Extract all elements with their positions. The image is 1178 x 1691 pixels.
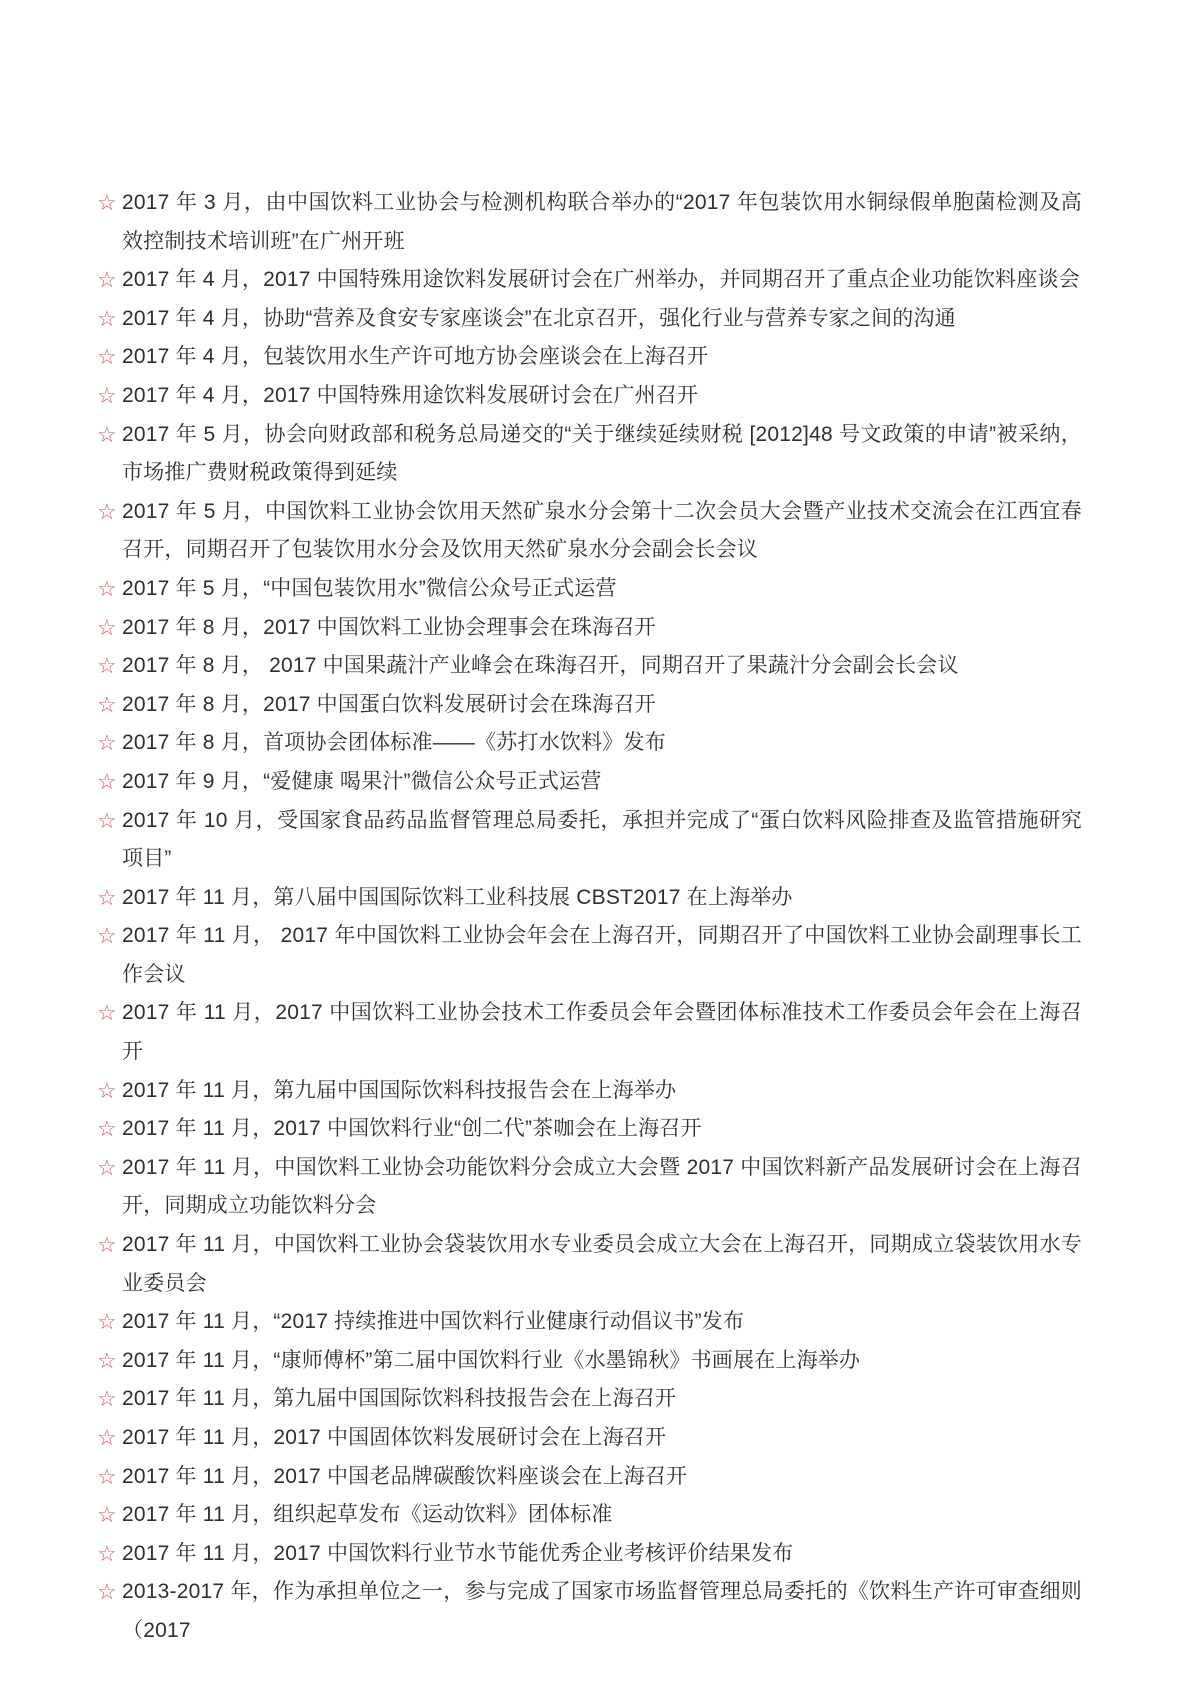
list-item xyxy=(98,994,1082,1071)
star-bullet-icon: ☆ xyxy=(97,1540,117,1566)
star-bullet-icon: ☆ xyxy=(97,1425,117,1450)
list-item xyxy=(98,1380,1082,1419)
list-item xyxy=(98,416,1082,493)
star-bullet-icon: ☆ xyxy=(97,1502,117,1528)
list-item xyxy=(98,377,1082,416)
list-item-text: 2017 年 11 月，第八届中国国际饮料工业科技展 CBST2017 在上海举办 xyxy=(122,885,793,909)
star-bullet-icon: ☆ xyxy=(97,190,117,215)
list-item-text: 2017 年 3 月，由中国饮料工业协会与检测机构联合举办的“2017 年包装饮用水铜绿假单胞菌检测及高效控制技术培训班”在广州开班 xyxy=(122,191,1082,253)
star-bullet-icon: ☆ xyxy=(97,1000,117,1026)
list-item-text: 2017 年 11 月， 2017 年中国饮料工业协会年会在上海召开，同期召开了中国饮料工业协会副理事长工作会议 xyxy=(122,924,1082,986)
list-item-text: 2017 年 11 月，中国饮料工业协会功能饮料分会成立大会暨 2017 中国饮料新产品发展研讨会在上海召开，同期成立功能饮料分会 xyxy=(122,1155,1082,1218)
list-item-text: 2017 年 4 月，2017 中国特殊用途饮料发展研讨会在广州举办，并同期召开了重点企业功能饮料座谈会 xyxy=(122,268,1080,292)
list-item-text: 2013-2017 年，作为承担单位之一，参与完成了国家市场监督管理总局委托的《饮料生产许可审查细则（2017 xyxy=(122,1580,1082,1642)
list-item-text: 2017 年 4 月，包装饮用水生产许可地方协会座谈会在上海召开 xyxy=(122,345,709,369)
list-item-text: 2017 年 8 月，2017 中国饮料工业协会理事会在珠海召开 xyxy=(122,615,656,639)
star-bullet-icon: ☆ xyxy=(97,730,117,756)
list-item-text: 2017 年 8 月，2017 中国蛋白饮料发展研讨会在珠海召开 xyxy=(122,692,656,716)
list-item-text: 2017 年 10 月，受国家食品药品监督管理总局委托，承担并完成了“蛋白饮料风险排查及监管措施研究项目” xyxy=(122,808,1082,871)
list-item xyxy=(98,1072,1082,1111)
list-item xyxy=(98,917,1082,994)
list-item xyxy=(98,1419,1082,1458)
list-item-text: 2017 年 11 月，2017 中国饮料工业协会技术工作委员会年会暨团体标准技术工作委员会年会在上海召开 xyxy=(122,1001,1082,1064)
star-bullet-icon: ☆ xyxy=(97,1154,117,1180)
star-bullet-icon: ☆ xyxy=(97,305,117,331)
star-bullet-icon: ☆ xyxy=(97,575,117,601)
list-item xyxy=(98,1303,1082,1342)
list-item xyxy=(98,1535,1082,1574)
list-item-text: 2017 年 11 月，2017 中国饮料行业节水节能优秀企业考核评价结果发布 xyxy=(122,1541,794,1565)
list-item-text: 2017 年 11 月，第九届中国国际饮料科技报告会在上海召开 xyxy=(122,1387,677,1411)
list-item-text: 2017 年 5 月，中国饮料工业协会饮用天然矿泉水分会第十二次会员大会暨产业技术交流会在江西宜春召开，同期召开了包装饮用水分会及饮用天然矿泉水分会副会长会议 xyxy=(122,499,1082,562)
list-item xyxy=(98,1110,1082,1149)
list-item xyxy=(98,724,1082,763)
list-item-text: 2017 年 9 月，“爱健康 喝果汁”微信公众号正式运营 xyxy=(122,769,602,793)
list-item xyxy=(98,300,1082,339)
star-bullet-icon: ☆ xyxy=(97,614,117,640)
star-bullet-icon: ☆ xyxy=(97,1116,117,1142)
list-item-text: 2017 年 8 月，首项协会团体标准——《苏打水饮料》发布 xyxy=(122,731,666,755)
list-item xyxy=(98,609,1082,648)
list-item-text: 2017 年 11 月，组织起草发布《运动饮料》团体标准 xyxy=(122,1503,613,1527)
star-bullet-icon: ☆ xyxy=(97,498,117,524)
list-item xyxy=(98,763,1082,802)
star-bullet-icon: ☆ xyxy=(97,382,117,408)
list-item-text: 2017 年 11 月，中国饮料工业协会袋装饮用水专业委员会成立大会在上海召开，同期成立袋装饮用水专业委员会 xyxy=(122,1233,1082,1295)
list-item-text: 2017 年 5 月，协会向财政部和税务总局递交的“关于继续延续财税 [2012]48 号文政策的申请”被采纳，市场推广费财税政策得到延续 xyxy=(122,422,1082,485)
star-bullet-icon: ☆ xyxy=(97,1463,117,1489)
list-item xyxy=(98,493,1082,570)
list-item xyxy=(98,1573,1082,1650)
list-item xyxy=(98,802,1082,879)
star-bullet-icon: ☆ xyxy=(97,884,117,910)
list-item xyxy=(98,261,1082,300)
list-item-text: 2017 年 11 月，“2017 持续推进中国饮料行业健康行动倡议书”发布 xyxy=(122,1310,745,1334)
star-bullet-icon: ☆ xyxy=(97,267,117,293)
list-item-text: 2017 年 4 月，协助“营养及食安专家座谈会”在北京召开，强化行业与营养专家之间的沟通 xyxy=(122,306,956,330)
list-item xyxy=(98,879,1082,918)
list-item-text: 2017 年 11 月，2017 中国饮料行业“创二代”茶咖会在上海召开 xyxy=(122,1117,702,1141)
star-bullet-icon: ☆ xyxy=(97,1347,117,1373)
list-item-text: 2017 年 11 月，“康师傅杯”第二届中国饮料行业《水墨锦秋》书画展在上海举办 xyxy=(122,1348,861,1372)
list-item xyxy=(98,686,1082,725)
star-bullet-icon: ☆ xyxy=(97,421,117,447)
star-bullet-icon: ☆ xyxy=(97,1386,117,1412)
list-item-text: 2017 年 5 月，“中国包装饮用水”微信公众号正式运营 xyxy=(122,576,617,600)
star-bullet-icon: ☆ xyxy=(97,1579,117,1605)
list-item xyxy=(98,1458,1082,1497)
list-item-text: 2017 年 8 月， 2017 中国果蔬汁产业峰会在珠海召开，同期召开了果蔬汁分会副会长会议 xyxy=(122,654,959,678)
list-item-text: 2017 年 11 月，2017 中国固体饮料发展研讨会在上海召开 xyxy=(122,1426,667,1449)
star-bullet-icon: ☆ xyxy=(97,923,117,949)
star-bullet-icon: ☆ xyxy=(97,768,117,794)
list-item-text: 2017 年 4 月，2017 中国特殊用途饮料发展研讨会在广州召开 xyxy=(122,383,699,407)
star-bullet-icon: ☆ xyxy=(97,653,117,679)
list-item xyxy=(98,1496,1082,1535)
star-bullet-icon: ☆ xyxy=(97,807,117,833)
star-bullet-icon: ☆ xyxy=(97,1077,117,1103)
star-bullet-icon: ☆ xyxy=(97,344,117,370)
list-item xyxy=(98,1149,1082,1226)
list-item xyxy=(98,338,1082,377)
star-bullet-icon: ☆ xyxy=(97,1232,117,1258)
star-bullet-icon: ☆ xyxy=(97,691,117,717)
event-list xyxy=(98,184,1082,1651)
list-item xyxy=(98,184,1082,261)
list-item xyxy=(98,647,1082,686)
list-item xyxy=(98,1342,1082,1381)
list-item-text: 2017 年 11 月，第九届中国国际饮料科技报告会在上海举办 xyxy=(122,1078,677,1102)
star-bullet-icon: ☆ xyxy=(97,1309,117,1335)
list-item-text: 2017 年 11 月，2017 中国老品牌碳酸饮料座谈会在上海召开 xyxy=(122,1464,688,1488)
list-item xyxy=(98,570,1082,609)
list-item xyxy=(98,1226,1082,1303)
